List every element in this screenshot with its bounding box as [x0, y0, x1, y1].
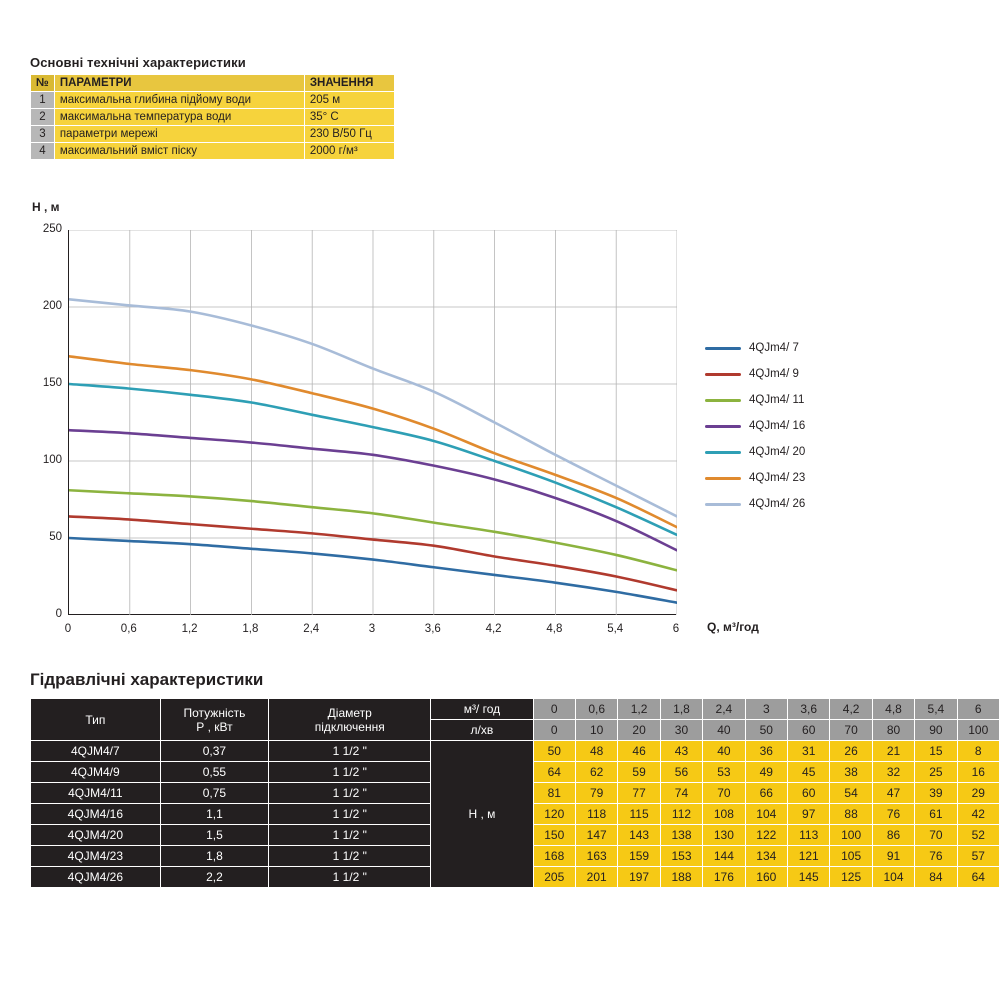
chart-y-tick-label: 50: [49, 531, 62, 543]
row-diameter: 1 1/2 ": [269, 804, 431, 825]
hydraulic-table-body: [31, 699, 1000, 888]
head-value: 150: [533, 825, 575, 846]
hydraulic-caption: Гідравлічні характеристики: [30, 670, 264, 689]
specs-row-name: максимальна температура води: [54, 109, 304, 126]
head-value: 97: [788, 804, 830, 825]
head-value: 74: [660, 783, 702, 804]
specs-row-name: параметри мережі: [54, 126, 304, 143]
head-value: 159: [618, 846, 660, 867]
head-value: 88: [830, 804, 872, 825]
chart-x-tick-label: 4,2: [485, 623, 502, 635]
flow-m3h-value: 2,4: [703, 699, 745, 720]
row-power: 1,8: [160, 846, 269, 867]
head-value: 86: [872, 825, 914, 846]
head-value: 70: [703, 783, 745, 804]
head-value: 46: [618, 741, 660, 762]
legend-label: 4QJm4/ 26: [749, 498, 806, 510]
head-value: 25: [915, 762, 957, 783]
flow-m3h-value: 4,8: [872, 699, 914, 720]
flow-lpm-value: 80: [872, 720, 914, 741]
row-power: 0,55: [160, 762, 269, 783]
specs-header-number: №: [31, 75, 55, 92]
head-value: 108: [703, 804, 745, 825]
chart-x-tick-label: 3: [368, 623, 376, 635]
chart-x-tick-label: 0: [64, 623, 72, 635]
chart-x-tick-label: 1,8: [242, 623, 259, 635]
specs-row-name: максимальний вміст піску: [54, 143, 304, 160]
head-value: 47: [872, 783, 914, 804]
flow-m3h-value: 4,2: [830, 699, 872, 720]
head-value: 62: [575, 762, 617, 783]
row-diameter: 1 1/2 ": [269, 783, 431, 804]
head-value: 91: [872, 846, 914, 867]
specs-section: [30, 55, 395, 160]
legend-label: 4QJm4/ 9: [749, 368, 799, 380]
chart-y-axis-label: H , м: [32, 200, 60, 214]
legend-item: [705, 335, 805, 361]
flow-m3h-value: 3,6: [788, 699, 830, 720]
head-value: 43: [660, 741, 702, 762]
specs-row-number: 4: [31, 143, 55, 160]
head-value: 168: [533, 846, 575, 867]
chart-y-tick-label: 0: [55, 608, 62, 620]
flow-m3h-value: 1,2: [618, 699, 660, 720]
specs-caption: Основні технічні характеристики: [30, 55, 246, 70]
head-value: 50: [533, 741, 575, 762]
legend-item: [705, 361, 805, 387]
table-row: [31, 109, 395, 126]
head-value: 176: [703, 867, 745, 888]
legend-color-swatch: [705, 373, 741, 376]
row-type: 4QJM4/26: [31, 867, 161, 888]
specs-row-number: 1: [31, 92, 55, 109]
row-diameter: 1 1/2 ": [269, 825, 431, 846]
specs-row-value: 205 м: [304, 92, 394, 109]
chart-curves: [69, 230, 677, 615]
head-value: 60: [788, 783, 830, 804]
head-value: 105: [830, 846, 872, 867]
head-value: 121: [788, 846, 830, 867]
head-value: 42: [957, 804, 999, 825]
chart-x-tick-label: 3,6: [424, 623, 441, 635]
specs-header-row: [31, 75, 395, 92]
head-value: 31: [788, 741, 830, 762]
legend-item: [705, 465, 805, 491]
chart-y-tick-label: 250: [42, 223, 62, 235]
head-value: 84: [915, 867, 957, 888]
specs-row-number: 2: [31, 109, 55, 126]
performance-chart: [0, 195, 1000, 655]
specs-row-value: 35° С: [304, 109, 394, 126]
head-value: 76: [915, 846, 957, 867]
header-diameter: Діаметр підключення: [269, 699, 431, 741]
head-value: 53: [703, 762, 745, 783]
head-value: 77: [618, 783, 660, 804]
row-type: 4QJM4/9: [31, 762, 161, 783]
specs-row-value: 230 В/50 Гц: [304, 126, 394, 143]
specs-row-number: 3: [31, 126, 55, 143]
hydraulic-header-row-1: [31, 699, 1000, 720]
head-value: 56: [660, 762, 702, 783]
head-value: 188: [660, 867, 702, 888]
chart-x-tick-label: 2,4: [303, 623, 320, 635]
chart-x-axis-label: Q, м³/год: [707, 620, 759, 634]
hydraulic-section: [30, 670, 1000, 888]
row-diameter: 1 1/2 ": [269, 741, 431, 762]
legend-label: 4QJm4/ 16: [749, 420, 806, 432]
row-diameter: 1 1/2 ": [269, 762, 431, 783]
head-value: 64: [957, 867, 999, 888]
specs-table: [30, 74, 395, 160]
head-value: 125: [830, 867, 872, 888]
head-value: 29: [957, 783, 999, 804]
row-diameter: 1 1/2 ": [269, 867, 431, 888]
head-value: 8: [957, 741, 999, 762]
head-value: 81: [533, 783, 575, 804]
flow-m3h-value: 0: [533, 699, 575, 720]
head-value: 143: [618, 825, 660, 846]
flow-m3h-value: 6: [957, 699, 999, 720]
head-value: 26: [830, 741, 872, 762]
head-value: 201: [575, 867, 617, 888]
legend-color-swatch: [705, 477, 741, 480]
head-value: 113: [788, 825, 830, 846]
head-value: 38: [830, 762, 872, 783]
head-value: 163: [575, 846, 617, 867]
chart-y-tick-label: 100: [42, 454, 62, 466]
flow-lpm-value: 20: [618, 720, 660, 741]
flow-lpm-value: 60: [788, 720, 830, 741]
row-type: 4QJM4/11: [31, 783, 161, 804]
row-type: 4QJM4/16: [31, 804, 161, 825]
flow-lpm-value: 70: [830, 720, 872, 741]
chart-x-tick-label: 4,8: [546, 623, 563, 635]
legend-item: [705, 439, 805, 465]
chart-y-tick-label: 150: [42, 377, 62, 389]
legend-color-swatch: [705, 399, 741, 402]
head-value: 147: [575, 825, 617, 846]
flow-lpm-value: 90: [915, 720, 957, 741]
head-value: 64: [533, 762, 575, 783]
row-type: 4QJM4/23: [31, 846, 161, 867]
specs-table-body: [31, 75, 395, 160]
head-value: 130: [703, 825, 745, 846]
head-value: 153: [660, 846, 702, 867]
head-value: 45: [788, 762, 830, 783]
head-value: 144: [703, 846, 745, 867]
legend-item: [705, 387, 805, 413]
header-type: Тип: [31, 699, 161, 741]
head-value: 100: [830, 825, 872, 846]
chart-y-tick-label: 200: [42, 300, 62, 312]
head-value: 21: [872, 741, 914, 762]
head-value: 59: [618, 762, 660, 783]
row-power: 1,5: [160, 825, 269, 846]
head-value: 52: [957, 825, 999, 846]
legend-item: [705, 413, 805, 439]
chart-legend: [705, 335, 805, 517]
head-value: 115: [618, 804, 660, 825]
head-value: 205: [533, 867, 575, 888]
head-value: 118: [575, 804, 617, 825]
head-value: 15: [915, 741, 957, 762]
hydraulic-table: [30, 698, 1000, 888]
head-value: 76: [872, 804, 914, 825]
flow-lpm-value: 0: [533, 720, 575, 741]
legend-color-swatch: [705, 347, 741, 350]
table-row: [31, 126, 395, 143]
flow-m3h-value: 5,4: [915, 699, 957, 720]
row-power: 0,37: [160, 741, 269, 762]
flow-lpm-value: 10: [575, 720, 617, 741]
head-value: 61: [915, 804, 957, 825]
table-row: [31, 92, 395, 109]
legend-label: 4QJm4/ 11: [749, 394, 805, 406]
head-value: 36: [745, 741, 787, 762]
legend-label: 4QJm4/ 7: [749, 342, 799, 354]
legend-label: 4QJm4/ 23: [749, 472, 806, 484]
table-row: [31, 741, 1000, 762]
specs-header-value: ЗНАЧЕННЯ: [304, 75, 394, 92]
head-value: 48: [575, 741, 617, 762]
flow-lpm-value: 50: [745, 720, 787, 741]
head-value: 32: [872, 762, 914, 783]
head-value: 54: [830, 783, 872, 804]
head-value: 134: [745, 846, 787, 867]
legend-color-swatch: [705, 503, 741, 506]
specs-row-value: 2000 г/м³: [304, 143, 394, 160]
header-unit-lpm: л/хв: [431, 720, 533, 741]
specs-row-name: максимальна глибина підйому води: [54, 92, 304, 109]
flow-m3h-value: 3: [745, 699, 787, 720]
head-value: 122: [745, 825, 787, 846]
legend-color-swatch: [705, 451, 741, 454]
chart-x-tick-label: 6: [672, 623, 680, 635]
head-value: 70: [915, 825, 957, 846]
row-type: 4QJM4/7: [31, 741, 161, 762]
flow-m3h-value: 0,6: [575, 699, 617, 720]
head-value: 49: [745, 762, 787, 783]
flow-lpm-value: 40: [703, 720, 745, 741]
row-power: 0,75: [160, 783, 269, 804]
flow-m3h-value: 1,8: [660, 699, 702, 720]
flow-lpm-value: 30: [660, 720, 702, 741]
header-head-unit: Н , м: [431, 741, 533, 888]
chart-plot-area: [68, 230, 676, 615]
head-value: 160: [745, 867, 787, 888]
head-value: 104: [872, 867, 914, 888]
row-type: 4QJM4/20: [31, 825, 161, 846]
head-value: 197: [618, 867, 660, 888]
head-value: 120: [533, 804, 575, 825]
legend-color-swatch: [705, 425, 741, 428]
row-power: 1,1: [160, 804, 269, 825]
head-value: 138: [660, 825, 702, 846]
table-row: [31, 143, 395, 160]
legend-item: [705, 491, 805, 517]
header-unit-m3h: м³/ год: [431, 699, 533, 720]
chart-x-tick-label: 1,2: [181, 623, 198, 635]
flow-lpm-value: 100: [957, 720, 999, 741]
head-value: 57: [957, 846, 999, 867]
head-value: 112: [660, 804, 702, 825]
head-value: 16: [957, 762, 999, 783]
head-value: 39: [915, 783, 957, 804]
legend-label: 4QJm4/ 20: [749, 446, 806, 458]
row-diameter: 1 1/2 ": [269, 846, 431, 867]
head-value: 40: [703, 741, 745, 762]
head-value: 104: [745, 804, 787, 825]
specs-header-parameter: ПАРАМЕТРИ: [54, 75, 304, 92]
chart-x-tick-label: 0,6: [120, 623, 137, 635]
chart-x-tick-label: 5,4: [607, 623, 624, 635]
header-power: Потужність Р , кВт: [160, 699, 269, 741]
head-value: 145: [788, 867, 830, 888]
head-value: 66: [745, 783, 787, 804]
row-power: 2,2: [160, 867, 269, 888]
head-value: 79: [575, 783, 617, 804]
